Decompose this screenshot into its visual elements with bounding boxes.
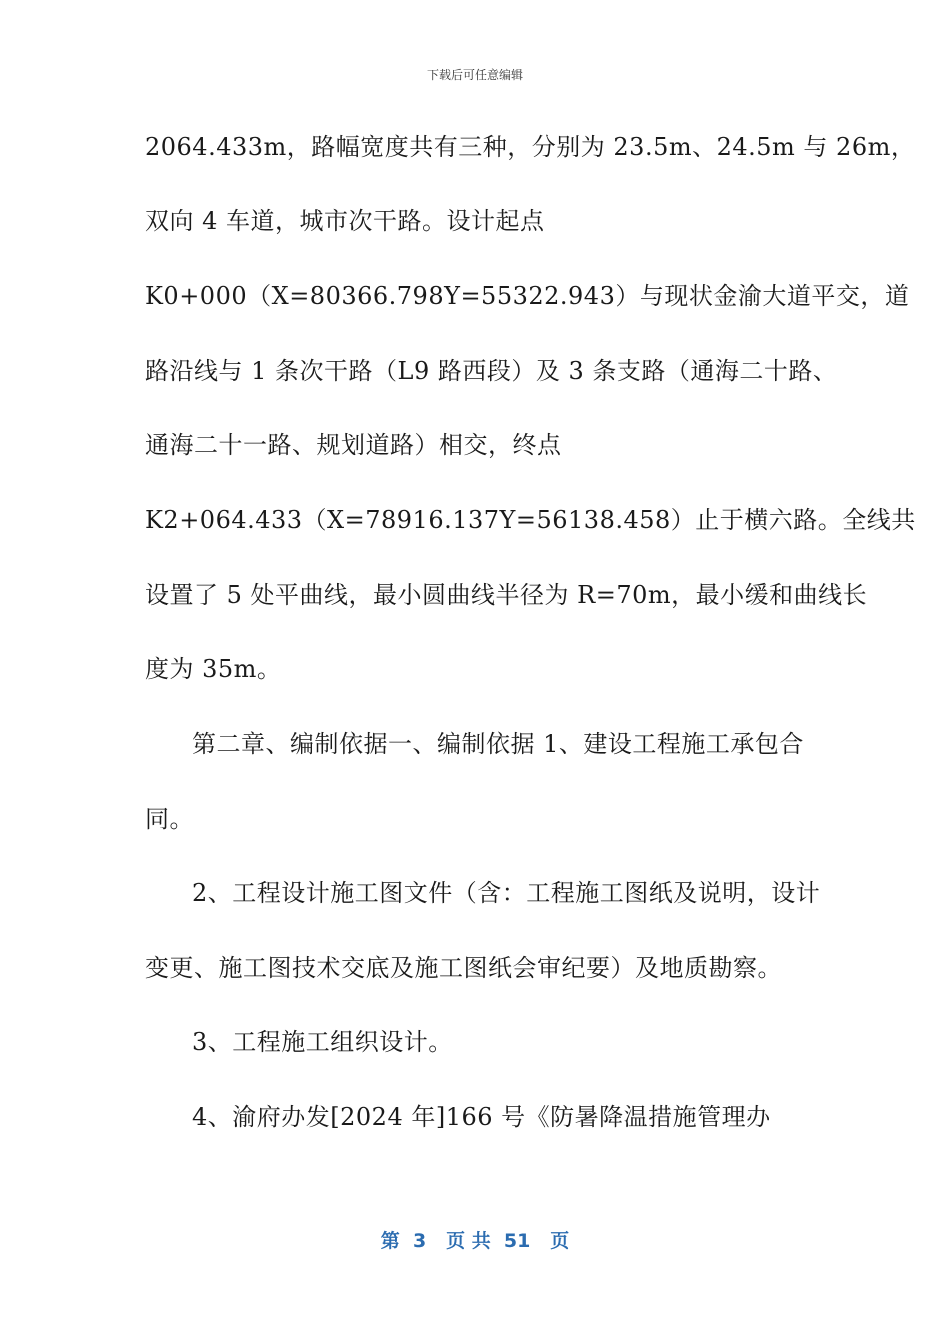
body-text-line: 度为 35m。 <box>145 655 282 683</box>
body-text-line: 变更、施工图技术交底及施工图纸会审纪要）及地质勘察。 <box>145 954 782 982</box>
body-text-line: 通海二十一路、规划道路）相交，终点 <box>145 431 562 459</box>
page-number-footer: 第 3 页 共 51 页 <box>380 1230 570 1252</box>
body-text-line: 路沿线与 1 条次干路（L9 路西段）及 3 条支路（通海二十路、 <box>145 357 838 385</box>
body-text-line: 2064.433m，路幅宽度共有三种，分别为 23.5m、24.5m 与 26m， <box>145 133 916 161</box>
body-text-line: 双向 4 车道，城市次干路。设计起点 <box>145 207 545 235</box>
list-item-text: 2、工程设计施工图文件（含：工程施工图纸及说明，设计 <box>192 879 821 907</box>
chapter-heading-line: 第二章、编制依据一、编制依据 1、建设工程施工承包合 <box>192 730 804 758</box>
body-text-line: K0+000（X=80366.798Y=55322.943）与现状金渝大道平交，道 <box>145 282 910 310</box>
list-item-text: 4、渝府办发[2024 年]166 号《防暑降温措施管理办 <box>192 1103 771 1131</box>
page-header: 下载后可任意编辑 <box>426 68 523 82</box>
body-text-line: 设置了 5 处平曲线，最小圆曲线半径为 R=70m，最小缓和曲线长 <box>145 581 868 609</box>
list-item-text: 3、工程施工组织设计。 <box>192 1028 453 1056</box>
body-text-line: K2+064.433（X=78916.137Y=56138.458）止于横六路。全线共 <box>145 506 916 534</box>
body-text-line: 同。 <box>145 805 194 833</box>
